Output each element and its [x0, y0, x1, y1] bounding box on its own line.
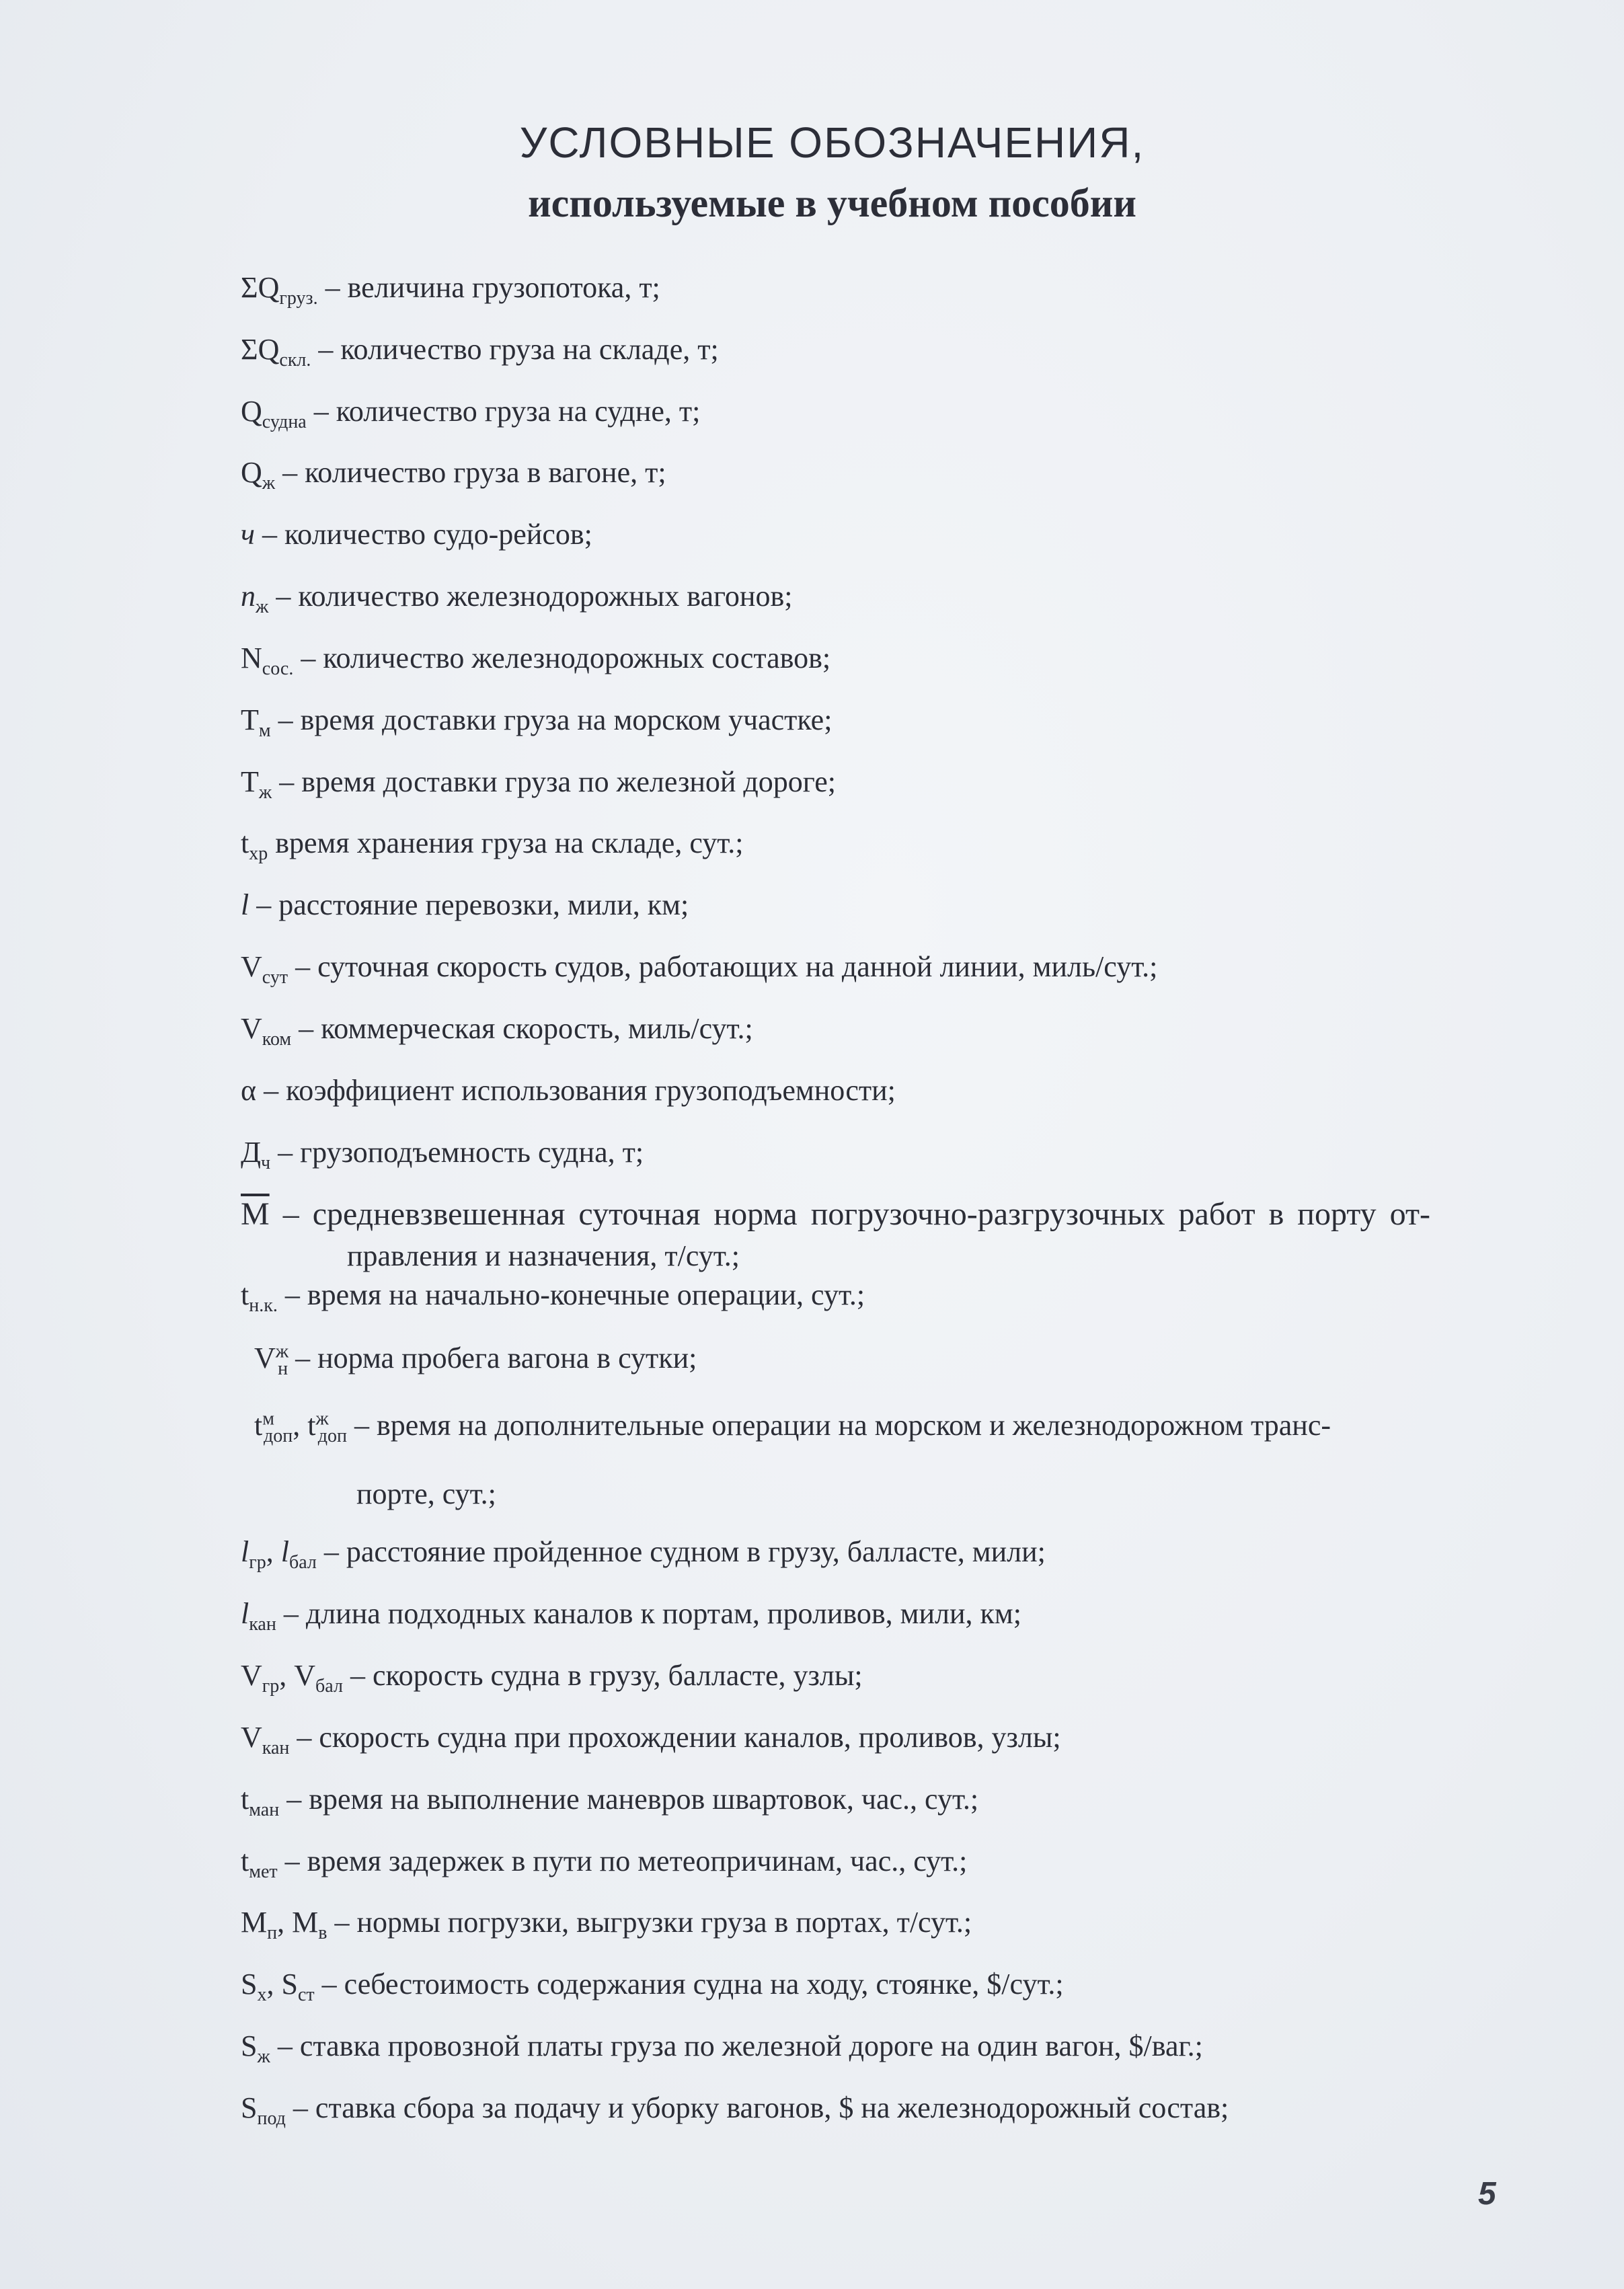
entry-description: – себестоимость содержания судна на ходу, стоянке, $/сут.; [314, 1968, 1064, 2001]
page-subtitle: используемые в учебном пособии [528, 181, 1136, 225]
entry-symbol: V [241, 1659, 262, 1692]
notation-entry [254, 1340, 1518, 1377]
entry-symbol: t [241, 826, 249, 859]
entry-subscript-2: в [318, 1922, 327, 1943]
notation-entry [241, 824, 1505, 862]
entry-symbol: ч [241, 518, 255, 551]
notation-entry [241, 454, 1505, 492]
entry-symbol: t [254, 1409, 263, 1442]
notation-entry [241, 1781, 1505, 1818]
entry-symbol: V [254, 1342, 276, 1374]
entry-symbol: S [241, 1968, 258, 2001]
entry-subscript: кан [249, 1613, 276, 1635]
notation-entry [241, 1134, 1505, 1171]
entry-symbol-2: V [294, 1659, 316, 1692]
entry-subscript: ж [258, 781, 272, 803]
notation-entry [241, 1276, 1505, 1314]
entry-subscript-2: доп [317, 1425, 348, 1446]
entry-subscript: м [258, 720, 271, 741]
entry-symbol: l [241, 1597, 249, 1630]
notation-continuation: правления и назначения, т/сут.; [347, 1239, 740, 1272]
notation-entry: $t^м_{доп}$, $t^ж_{доп}$ – время на дополнительные операции на морском и железнодорожном транс- [254, 1408, 1331, 1446]
entry-symbol: t [241, 1783, 249, 1816]
entry-description: – скорость судна в грузу, балласте, узлы; [342, 1659, 863, 1692]
entry-subscript: х [257, 1984, 267, 2005]
entry-symbol: V [241, 950, 262, 983]
entry-description: – количество железнодорожных составов; [293, 642, 831, 674]
entry-symbol: Т [241, 765, 259, 798]
entry-subscript: п [267, 1922, 278, 1943]
notation-entry [241, 2089, 1505, 2127]
notation-entry [241, 2027, 1505, 2065]
entry-subscript: скл. [279, 349, 311, 371]
entry-subscript: ж [262, 472, 276, 494]
notation-entry: $l_{гр}$, $l_{бал}$ – расстояние пройденное судном в грузу, балласте, мили; [241, 1535, 1046, 1573]
notation-entry: $М_п$, $М_в$ – нормы погрузки, выгрузки груза в портах, т/сут.; [241, 1906, 972, 1943]
entry-subscript: ж [257, 2046, 270, 2067]
entry-subscript: судна [262, 411, 307, 432]
entry-symbol: М [241, 1196, 270, 1232]
page-title: УСЛОВНЫЕ ОБОЗНАЧЕНИЯ, [519, 118, 1145, 167]
notation-entry: $V_{гр}$, $V_{бал}$ – скорость судна в грузу, балласте, узлы; [241, 1659, 863, 1697]
entry-symbol: l [241, 1535, 249, 1568]
entry-subscript: кан [262, 1737, 290, 1758]
entry-description: – количество груза на складе, т; [311, 333, 719, 366]
entry-symbol: t [241, 1278, 249, 1311]
entry-superscript: м [262, 1408, 274, 1430]
entry-subscript: под [257, 2107, 286, 2129]
entry-description: – нормы погрузки, выгрузки груза в портах, т/сут.; [327, 1906, 972, 1939]
notation-entry [241, 701, 1505, 739]
notation-entry [241, 1719, 1505, 1756]
notation-entry [241, 639, 1505, 677]
entry-subscript-2: бал [315, 1675, 343, 1697]
entry-description: – время на начально-конечные операции, сут.; [277, 1278, 865, 1311]
entry-description: – грузоподъемность судна, т; [270, 1136, 644, 1169]
entry-symbol: ΣQ [241, 271, 280, 304]
entry-subscript: сос. [262, 658, 294, 679]
entry-subscript: ч [261, 1152, 271, 1173]
entry-symbol: М [241, 1906, 268, 1939]
entry-description: – суточная скорость судов, работающих на данной линии, миль/сут.; [288, 950, 1158, 983]
entry-symbol: V [241, 1721, 262, 1754]
notation-entry [241, 578, 1505, 615]
page-number: 5 [1478, 2176, 1496, 2212]
entry-subscript-2: бал [288, 1551, 317, 1573]
entry-symbol: V [241, 1012, 262, 1045]
entry-superscript-2: ж [315, 1408, 329, 1430]
entry-symbol-2: S [281, 1968, 298, 2001]
entry-symbol: N [241, 642, 262, 674]
entry-description: – количество груза на судне, т; [306, 395, 701, 428]
entry-subscript: гр [249, 1551, 266, 1573]
entry-symbol-2: t [307, 1409, 316, 1442]
notation-entry [241, 1072, 1505, 1110]
notation-entry [241, 1010, 1505, 1048]
entry-description: – время доставки груза на морском участке; [270, 703, 833, 736]
entry-subscript: ж [256, 596, 269, 617]
entry-description: – длина подходных каналов к портам, проливов, мили, км; [276, 1597, 1021, 1630]
entry-symbol: l [241, 888, 249, 921]
notation-entry [241, 269, 1505, 307]
notation-entry [241, 516, 1505, 553]
entry-description: – время доставки груза по железной дороге; [272, 765, 837, 798]
entry-subscript: груз. [279, 287, 318, 309]
entry-description: – время на дополнительные операции на морском и железнодорожном транс- [347, 1409, 1331, 1442]
notation-entry [241, 886, 1505, 924]
entry-description: – расстояние пройденное судном в грузу, балласте, мили; [316, 1535, 1046, 1568]
entry-subscript-2: ст [297, 1984, 315, 2005]
notation-entry: $S_х$, $S_{ст}$ – себестоимость содержания судна на ходу, стоянке, $/сут.; [241, 1968, 1064, 2005]
entry-subscript: гр [262, 1675, 280, 1697]
entry-subscript: ман [249, 1799, 280, 1820]
notation-entry [241, 948, 1505, 986]
entry-description: – время на выполнение маневров швартовок, час., сут.; [279, 1783, 979, 1816]
entry-description: – скорость судна при прохождении каналов, проливов, узлы; [289, 1721, 1061, 1754]
entry-symbol: n [241, 580, 256, 613]
entry-description: время хранения груза на складе, сут.; [268, 826, 744, 859]
entry-symbol: S [241, 2029, 258, 2062]
entry-subscript: сут [262, 966, 288, 988]
entry-description: – норма пробега вагона в сутки; [288, 1342, 697, 1374]
entry-subscript: хр [249, 843, 268, 864]
notation-entry [241, 763, 1505, 801]
entry-description: – ставка провозной платы груза по железной дороге на один вагон, $/ваг.; [270, 2029, 1203, 2062]
entry-subscript: мет [249, 1861, 278, 1882]
entry-description: – расстояние перевозки, мили, км; [249, 888, 689, 921]
entry-symbol: Д [241, 1136, 262, 1169]
entry-symbol: t [241, 1845, 249, 1877]
entry-description: – количество железнодорожных вагонов; [268, 580, 793, 613]
entry-symbol: Q [241, 395, 262, 428]
notation-continuation: порте, сут.; [356, 1477, 496, 1510]
entry-description: – коэффициент использования грузоподъемности; [256, 1074, 896, 1107]
entry-subscript: ком [262, 1028, 292, 1050]
entry-description: – ставка сбора за подачу и уборку вагонов, $ на железнодорожный состав; [285, 2091, 1229, 2124]
entry-description: – величина грузопотока, т; [317, 271, 660, 304]
entry-description: – количество судо-рейсов; [255, 518, 592, 551]
entry-description: – коммерческая скорость, миль/сут.; [291, 1012, 753, 1045]
entry-symbol: α [241, 1074, 257, 1107]
entry-description: – время задержек в пути по метеопричинам, час., сут.; [277, 1845, 968, 1877]
entry-symbol-2: М [292, 1906, 319, 1939]
entry-symbol: Q [241, 456, 262, 489]
entry-symbol: ΣQ [241, 333, 280, 366]
notation-entry [241, 1842, 1505, 1880]
entry-superscript: ж [275, 1341, 289, 1362]
entry-symbol-2: l [280, 1535, 289, 1568]
entry-subscript: доп [263, 1425, 293, 1446]
notation-entry [241, 1196, 1505, 1233]
entry-description: – количество груза в вагоне, т; [275, 456, 666, 489]
entry-subscript: н.к. [249, 1294, 278, 1316]
entry-description: – средневзвешенная суточная норма погрузочно-разгрузочных работ в порту от- [269, 1196, 1430, 1232]
notation-entry [241, 331, 1505, 371]
entry-subscript: н [278, 1358, 288, 1379]
entry-symbol: S [241, 2091, 258, 2124]
notation-entry [241, 1595, 1505, 1633]
notation-entry [241, 393, 1505, 430]
entry-symbol: Т [241, 703, 259, 736]
